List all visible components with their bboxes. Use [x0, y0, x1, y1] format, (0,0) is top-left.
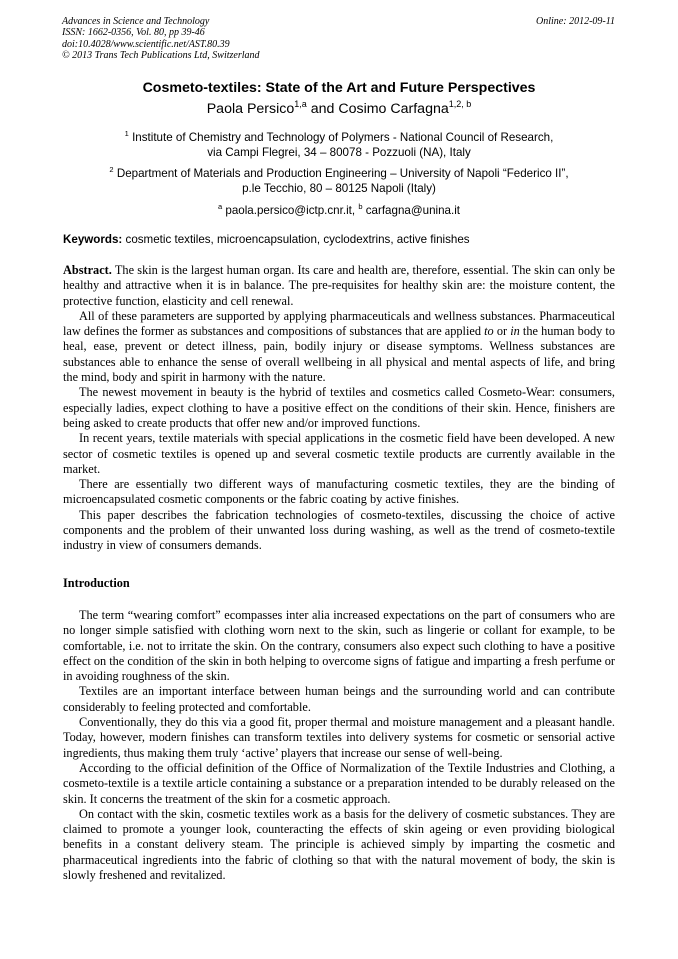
author-1: Paola Persico	[206, 101, 295, 117]
aff-1-line-2: via Campi Flegrei, 34 – 80078 - Pozzuoli (NA), Italy	[207, 146, 471, 159]
intro-paragraph-2: Textiles are an important interface between human beings and the surrounding world and can contribute considerably to feeling protected and comfortable.	[63, 684, 615, 714]
keywords-label: Keywords:	[63, 233, 123, 246]
affiliation-1	[0, 130, 678, 160]
abstract-p1-text: The skin is the largest human organ. Its care and health are, therefore, essential. The skin can only be healthy and attractive when it is in balance. The pre-requisites for healthy skin are: the moisture content, the protective function, elasticity and cell renewal.	[63, 263, 615, 308]
doi-line: doi:10.4028/www.scientific.net/AST.80.39	[62, 38, 230, 50]
intro-paragraph-5: On contact with the skin, cosmetic textiles work as a basis for the delivery of cosmetic substances. They are claimed to promote a younger look, counteracting the effects of skin ageing or even providing biological benefits in a constant delivery steam. The principle is achieved simply by imparting the cosmetic and pharmaceutical ingredients into the fabric of clothing so that with the natural movement of body, the skin is slowly freshened and revitalized.	[63, 806, 615, 883]
abstract-paragraph-2	[63, 309, 615, 385]
email-b[interactable]: carfagna@unina.it	[365, 204, 461, 217]
journal-header	[62, 16, 482, 61]
abstract-p2-in: in	[510, 324, 520, 339]
aff-2-line-1: Department of Materials and Production Engineering – University of Napoli “Federico II”,	[116, 167, 569, 180]
abstract-paragraph-1	[63, 263, 615, 309]
introduction-heading: Introduction	[63, 576, 130, 590]
email-a-sup: a	[217, 202, 223, 211]
author-2: Cosimo Carfagna	[338, 101, 449, 117]
author-1-sup: 1,a	[294, 99, 307, 109]
aff-1-sup: 1	[124, 129, 129, 138]
abstract-p2-b: the human body to heal, ease, prevent or detect illness, pain, bodily injury or disease symptoms. Wellness substances are substances able to enhance the sense of overall wellbeing in all physical and mental aspects of life, and bring the mind, body and spirit in harmony with the nature.	[63, 324, 615, 385]
author-and: and	[306, 101, 339, 117]
abstract-paragraph-3: The newest movement in beauty is the hybrid of textiles and cosmetics called Cosmeto-Wear: consumers, especially ladies, expect clothing to have a positive effect on the conditions of their skin. Hence, finishers are being asked to create products that offer new and/or improved functions.	[63, 385, 615, 430]
journal-name: Advances in Science and Technology	[62, 16, 210, 27]
issn-line: ISSN: 1662-0356, Vol. 80, pp 39-46	[62, 27, 205, 39]
author-line	[0, 101, 678, 117]
email-line	[0, 203, 678, 218]
online-date: Online: 2012-09-11	[536, 16, 615, 27]
abstract-paragraph-5: There are essentially two different ways of manufacturing cosmetic textiles, they are the binding of microencapsulated cosmetic components or the fabric coating by active finishes.	[63, 477, 615, 507]
author-2-sup: 1,2, b	[448, 99, 472, 109]
intro-paragraph-1: The term “wearing comfort” ecompasses inter alia increased expectations on the part of consumers who are no longer simple satisfied with clothing worn next to the skin, such as lingerie or collant for example, to be comfortable, i.e. not to irritate the skin. On the contrary, consumers also expect such clothing to have a positive effect on the condition of the skin in both helping to overcome signs of fatigue and imparting a fresh perfume or in avoiding roughness of the skin.	[63, 608, 615, 684]
aff-2-line-2: p.le Tecchio, 80 – 80125 Napoli (Italy)	[242, 182, 436, 195]
copyright-line: © 2013 Trans Tech Publications Ltd, Switzerland	[62, 49, 260, 61]
aff-1-line-1: Institute of Chemistry and Technology of Polymers - National Council of Research,	[132, 131, 554, 144]
aff-2-sup: 2	[109, 165, 114, 174]
abstract-label: Abstract.	[63, 263, 112, 277]
abstract-p2-to: to	[484, 324, 494, 339]
email-b-sup: b	[358, 202, 363, 211]
email-a[interactable]: paola.persico@ictp.cnr.it,	[225, 204, 356, 217]
abstract-p2-or: or	[493, 324, 511, 339]
introduction	[63, 608, 615, 883]
affiliation-2	[0, 166, 678, 196]
intro-paragraph-4: According to the official definition of the Office of Normalization of the Textile Industries and Clothing, a cosmeto-textile is a textile article containing a substance or a preparation intended to be durably released on the skin. It concerns the treatment of the skin for a cosmetic approach.	[63, 760, 615, 806]
keywords-text: cosmetic textiles, microencapsulation, cyclodextrins, active finishes	[125, 233, 470, 246]
paper-title: Cosmeto-textiles: State of the Art and Future Perspectives	[142, 80, 536, 96]
abstract-p2-a: All of these parameters are supported by applying pharmaceuticals and wellness substances. Pharmaceutical law defines the former as substances and compositions of substances that are applied	[63, 308, 615, 339]
abstract-paragraph-6: This paper describes the fabrication technologies of cosmeto-textiles, discussing the choice of active components and the problem of their unwanted loss during washing, as well as the trend of cosmeto-textile industry in view of consumers demands.	[63, 507, 615, 553]
abstract	[63, 263, 615, 554]
intro-paragraph-3: Conventionally, they do this via a good fit, proper thermal and moisture management and a pleasant handle. Today, however, modern finishes can transform textiles into delivery systems for cosmetic or sensorial active ingredients, thus making them truly ‘active’ players that increase our sense of well-being.	[63, 715, 615, 760]
keywords	[63, 233, 623, 246]
abstract-paragraph-4: In recent years, textile materials with special applications in the cosmetic field have been developed. A new sector of cosmetic textiles is opened up and several cosmetic textile products are currently available in the market.	[63, 431, 615, 476]
